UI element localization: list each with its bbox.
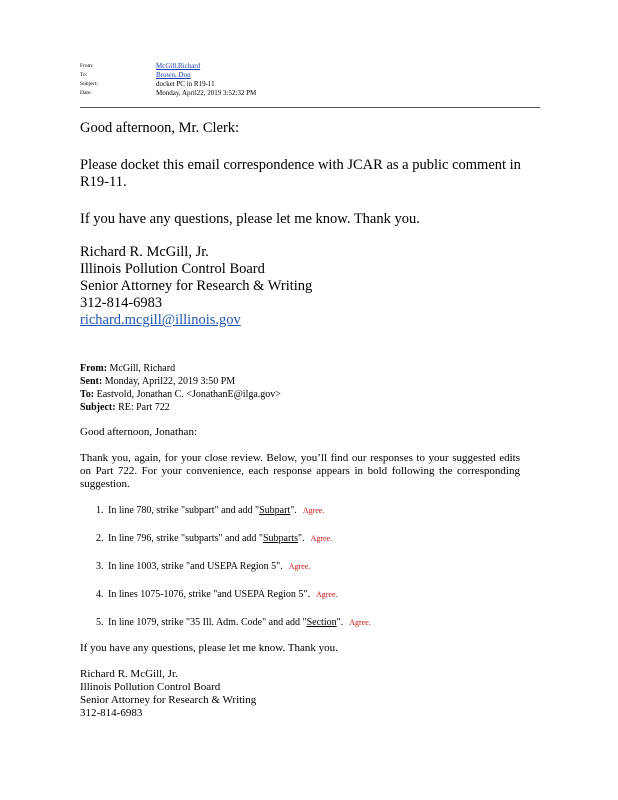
quoted-from-label: From: bbox=[80, 363, 108, 374]
header-subject-label: Subject: bbox=[80, 81, 99, 87]
response-agree: Agree. bbox=[310, 534, 333, 543]
response-text: In line 796, strike "subparts" and add " bbox=[108, 533, 263, 544]
header-to-row bbox=[80, 71, 540, 80]
signature-email-link[interactable]: richard.mcgill@illinois.gov bbox=[80, 312, 241, 328]
header-divider bbox=[80, 107, 540, 108]
email-header bbox=[80, 62, 540, 98]
response-item bbox=[80, 560, 520, 573]
signature-phone: 312-814-6983 bbox=[80, 295, 163, 311]
quoted-message bbox=[80, 362, 520, 720]
header-subject-value: docket PC in R19-11 bbox=[156, 80, 215, 88]
response-item bbox=[80, 532, 520, 545]
quoted-from-value: McGill, Richard bbox=[109, 363, 176, 374]
main-greeting: Good afternoon, Mr. Clerk: bbox=[80, 120, 240, 136]
response-list bbox=[80, 504, 520, 629]
signature-org: Illinois Pollution Control Board bbox=[80, 261, 265, 277]
response-end: ". bbox=[298, 533, 305, 544]
quoted-to-label: To: bbox=[80, 389, 95, 400]
response-end: ". bbox=[336, 617, 344, 628]
response-number: 1. bbox=[96, 505, 104, 516]
header-date-row bbox=[80, 89, 540, 98]
quoted-subject-label: Subject: bbox=[80, 402, 116, 413]
main-request: Please docket this email correspondence with JCAR as a public comment in R19-11. bbox=[80, 157, 521, 190]
response-text: In lines 1075-1076, strike "and USEPA Region 5". bbox=[108, 589, 310, 600]
response-agree: Agree. bbox=[302, 506, 325, 515]
response-insert: Subparts bbox=[263, 533, 298, 544]
quoted-to-value: Eastvold, Jonathan C. <JonathanE@ilga.gov> bbox=[96, 389, 281, 400]
quoted-signature-name: Richard R. McGill, Jr. bbox=[80, 668, 178, 680]
response-number: 5. bbox=[96, 617, 104, 628]
response-number: 2. bbox=[96, 533, 104, 544]
quoted-sent-row bbox=[80, 375, 520, 388]
response-item bbox=[80, 588, 520, 601]
response-agree: Agree. bbox=[349, 618, 371, 627]
response-item bbox=[80, 504, 520, 517]
header-from-row bbox=[80, 62, 540, 71]
signature-name: Richard R. McGill, Jr. bbox=[80, 244, 209, 260]
response-text: In line 780, strike "subpart" and add " bbox=[108, 505, 260, 516]
main-closing: If you have any questions, please let me know. Thank you. bbox=[80, 211, 420, 227]
response-number: 4. bbox=[96, 589, 104, 600]
quoted-subject-value: RE: Part 722 bbox=[118, 402, 170, 413]
quoted-signature-title: Senior Attorney for Research & Writing bbox=[80, 694, 257, 706]
response-insert: Subpart bbox=[259, 505, 291, 516]
quoted-sent-value: Monday, April22, 2019 3:50 PM bbox=[104, 376, 236, 387]
quoted-subject-row bbox=[80, 401, 520, 414]
response-text: In line 1079, strike "35 Ill. Adm. Code" and add " bbox=[108, 617, 307, 628]
quoted-closing: If you have any questions, please let me know. Thank you. bbox=[80, 642, 338, 654]
header-from-link[interactable]: McGill,Richard bbox=[156, 62, 201, 70]
header-date-label: Date: bbox=[80, 90, 92, 96]
response-text: In line 1003, strike "and USEPA Region 5". bbox=[108, 561, 283, 572]
response-agree: Agree. bbox=[315, 590, 338, 599]
response-number: 3. bbox=[96, 561, 104, 572]
signature-title: Senior Attorney for Research & Writing bbox=[80, 278, 313, 294]
response-agree: Agree. bbox=[288, 562, 311, 571]
main-message bbox=[80, 120, 550, 329]
quoted-to-row bbox=[80, 388, 520, 401]
header-subject-row bbox=[80, 80, 540, 89]
response-insert: Section bbox=[306, 617, 337, 628]
quoted-signature-org: Illinois Pollution Control Board bbox=[80, 681, 221, 693]
header-date-value: Monday, April22, 2019 3:52:32 PM bbox=[156, 89, 257, 97]
quoted-signature-phone: 312-814-6983 bbox=[80, 707, 143, 719]
quoted-from-row bbox=[80, 362, 520, 375]
quoted-sent-label: Sent: bbox=[80, 376, 103, 387]
header-from-label: From: bbox=[80, 63, 94, 69]
quoted-body: Thank you, again, for your close review. Below, you’ll find our responses to your suggested edits on Part 722. For your convenience, each response appears in bold following the corresponding suggestion. bbox=[80, 452, 520, 490]
header-to-link[interactable]: Brown, Don bbox=[156, 71, 191, 79]
quoted-greeting: Good afternoon, Jonathan: bbox=[80, 426, 197, 438]
header-to-label: To: bbox=[80, 72, 88, 78]
response-end: ". bbox=[290, 505, 297, 516]
response-item bbox=[80, 616, 520, 629]
